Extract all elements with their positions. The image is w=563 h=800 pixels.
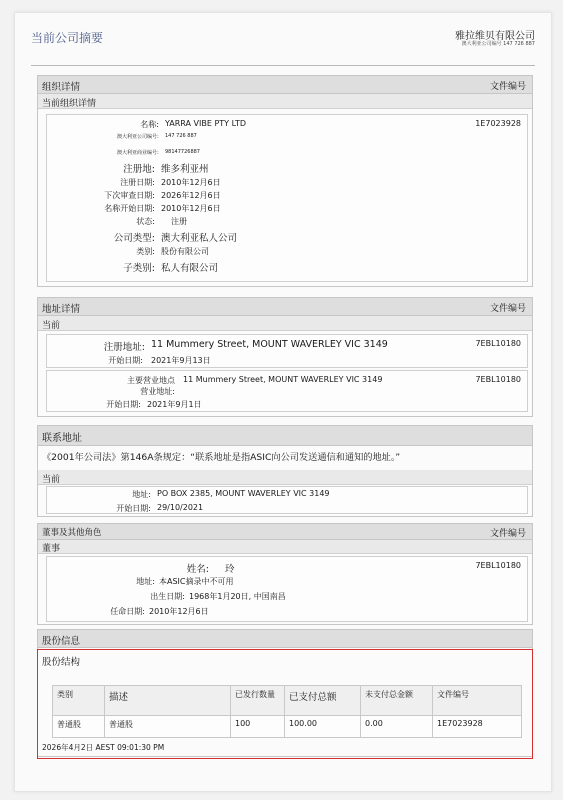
contact-note: 《2001年公司法》第146A条规定：“联系地址是指ASIC向公司发送通信和通知的地址。”: [42, 452, 401, 463]
reg-address-label: 注册地址:: [103, 342, 145, 353]
address-section-header: [38, 298, 532, 316]
contact-section: [37, 425, 533, 517]
org-doc-number: 1E7023928: [475, 119, 521, 128]
principal-address-box: [46, 370, 528, 412]
director-doc-number: 7EBL10180: [475, 561, 521, 570]
col-header-description: 描述: [105, 686, 231, 716]
share-structure-title: 股份结构: [42, 657, 81, 668]
subclass-label: 子类别:: [123, 263, 155, 274]
col-header-issued: 已发行数量: [231, 686, 285, 716]
footer-timestamp: 2026年4月2日 AEST 09:01:30 PM: [42, 743, 165, 752]
contact-address-label: 地址:: [132, 490, 151, 499]
status-value: 注册: [171, 217, 187, 226]
director-name-label: 姓名:: [186, 564, 209, 575]
reg-date-value: 2010年12月6日: [161, 178, 221, 187]
contact-start-label: 开始日期:: [116, 504, 151, 513]
review-date-label: 下次审查日期:: [104, 191, 155, 200]
org-section: [37, 75, 533, 287]
principal-start-value: 2021年9月1日: [147, 400, 202, 409]
principal-address-value: 11 Mummery Street, MOUNT WAVERLEY VIC 3149: [183, 375, 383, 384]
director-address-value: 本ASIC摘录中不可用: [159, 577, 234, 586]
address-section-title: 地址详情: [42, 304, 81, 315]
contact-section-title: 联系地址: [42, 433, 82, 444]
cell-paid-total: 100.00: [285, 716, 361, 738]
reg-address-doc: 7EBL10180: [475, 339, 521, 348]
document-page: [14, 12, 552, 792]
reg-date-label: 注册日期:: [120, 178, 155, 187]
company-name: 雅拉维贝有限公司: [455, 31, 535, 42]
org-section-header: [38, 76, 532, 94]
acn-label: 澳大利亚公司编号:: [117, 134, 159, 140]
reg-address-value: 11 Mummery Street, MOUNT WAVERLEY VIC 3149: [151, 339, 388, 350]
directors-section-header: [38, 524, 532, 540]
reg-place-value: 维多利亚州: [161, 164, 209, 175]
contact-start-value: 29/10/2021: [157, 503, 204, 512]
director-address-label: 地址:: [136, 577, 155, 586]
shares-section-header: [38, 630, 532, 648]
reg-place-label: 注册地:: [123, 164, 155, 175]
subclass-value: 私人有限公司: [161, 263, 219, 274]
cell-class: 普通股: [53, 716, 105, 738]
acn-value: 147 726 887: [165, 133, 197, 139]
directors-doc-label: 文件编号: [489, 529, 526, 539]
director-name-value: 玲: [225, 564, 235, 575]
abn-value: 98147726887: [165, 149, 200, 155]
dob-label: 出生日期:: [150, 592, 185, 601]
highlight-annotation: [37, 649, 533, 759]
company-number: 澳大利亚公司编号 147 726 887: [461, 41, 535, 47]
principal-label-2: 营业地址:: [140, 387, 175, 396]
director-box: [46, 556, 528, 622]
shares-section-title: 股份信息: [42, 636, 81, 647]
col-header-unpaid-total: 未支付总金额: [361, 686, 433, 716]
org-section-title: 组织详情: [42, 82, 81, 93]
address-section: [37, 297, 533, 417]
contact-sub-header: [38, 470, 532, 485]
name-start-value: 2010年12月6日: [161, 204, 221, 213]
org-name-label: 名称:: [140, 120, 159, 129]
address-sub-header: [38, 316, 532, 331]
reg-address-start-label: 开始日期:: [108, 356, 143, 365]
cell-description: 普通股: [105, 716, 231, 738]
review-date-value: 2026年12月6日: [161, 191, 221, 200]
org-details-box: [46, 114, 528, 282]
status-label: 状态:: [136, 217, 155, 226]
contact-current-label: 当前: [42, 475, 61, 485]
appoint-date-value: 2010年12月6日: [149, 607, 209, 616]
registered-address-box: [46, 334, 528, 368]
directors-sub-title: 董事: [42, 544, 61, 554]
directors-section: [37, 523, 533, 625]
cell-unpaid-total: 0.00: [361, 716, 433, 738]
contact-address-box: [46, 486, 528, 514]
col-header-class: 类别: [53, 686, 105, 716]
col-header-paid-total: 已支付总额: [285, 686, 361, 716]
org-sub-title: 当前组织详情: [42, 99, 97, 109]
reg-address-start-value: 2021年9月13日: [151, 356, 211, 365]
abn-label: 澳大利亚商业编号:: [117, 150, 159, 156]
col-header-doc-number: 文件编号: [433, 686, 522, 716]
address-current-label: 当前: [42, 321, 61, 331]
directors-section-title: 董事及其他角色: [42, 528, 102, 538]
principal-label-1: 主要营业地点: [127, 376, 175, 385]
org-sub-header: [38, 94, 532, 109]
address-doc-label: 文件编号: [489, 304, 526, 314]
dob-value: 1968年1月20日, 中国南昌: [189, 592, 286, 601]
header-divider: [31, 65, 535, 66]
appoint-date-label: 任命日期:: [110, 607, 145, 616]
principal-start-label: 开始日期:: [106, 400, 141, 409]
page-title: 当前公司摘要: [31, 31, 104, 45]
org-name-value: YARRA VIBE PTY LTD: [165, 119, 247, 128]
company-type-label: 公司类型:: [113, 233, 155, 244]
org-doc-label: 文件编号: [489, 82, 526, 92]
cell-issued: 100: [231, 716, 285, 738]
contact-address-value: PO BOX 2385, MOUNT WAVERLEY VIC 3149: [157, 489, 330, 498]
contact-section-header: [38, 426, 532, 446]
principal-address-doc: 7EBL10180: [475, 375, 521, 384]
company-type-value: 澳大利亚私人公司: [161, 233, 238, 244]
name-start-label: 名称开始日期:: [104, 204, 155, 213]
class-label: 类别:: [136, 247, 155, 256]
directors-sub-header: [38, 540, 532, 554]
class-value: 股份有限公司: [161, 247, 209, 256]
cell-doc-number: 1E7023928: [433, 716, 522, 738]
